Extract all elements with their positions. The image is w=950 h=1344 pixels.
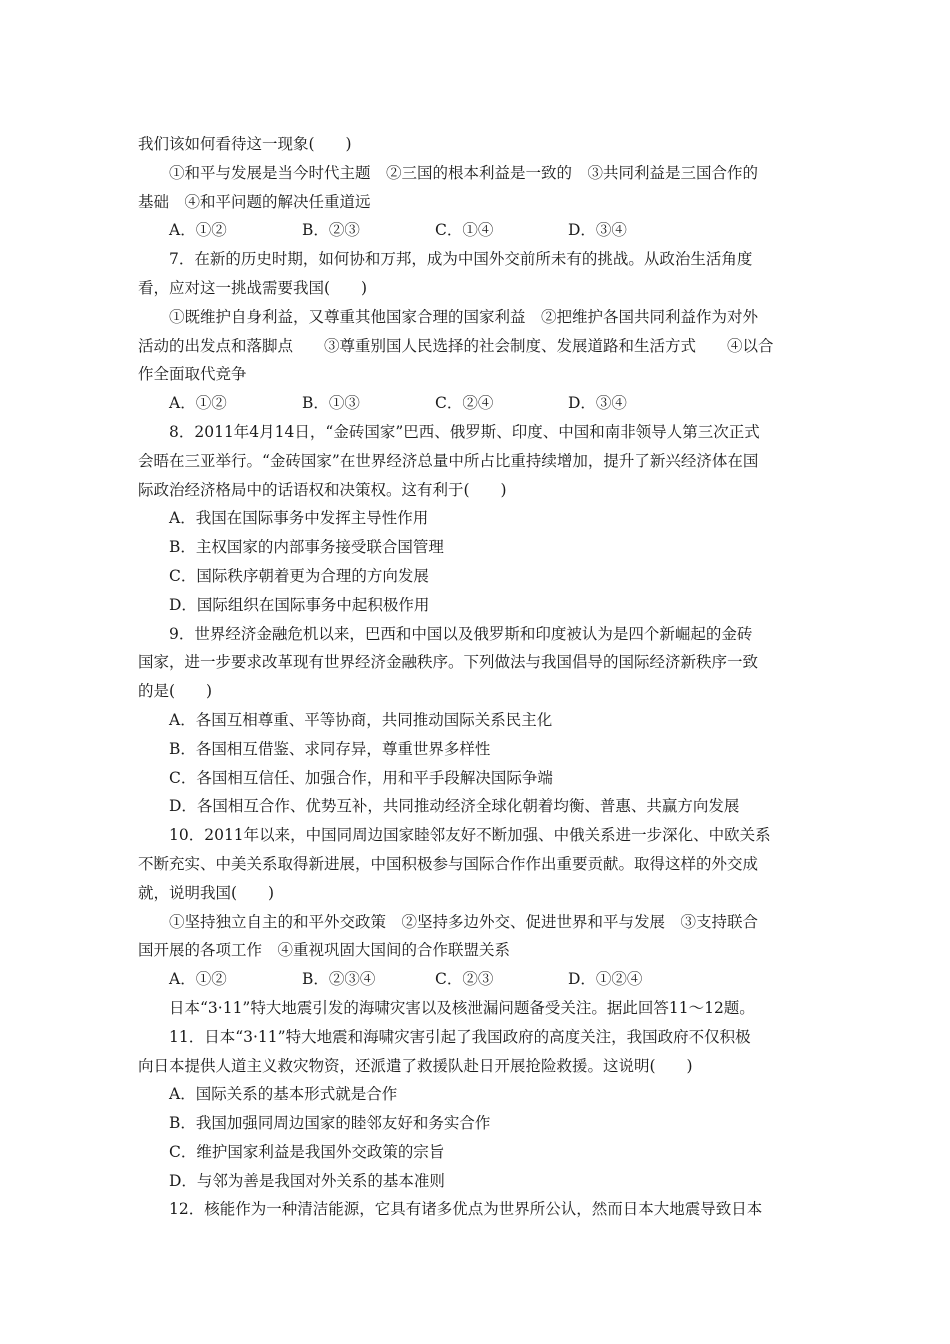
- text-line: 的是( ): [138, 682, 213, 701]
- text-line: B．主权国家的内部事务接受联合国管理: [169, 538, 444, 557]
- text-line: A．各国互相尊重、平等协商，共同推动国际关系民主化: [169, 710, 553, 729]
- answer-options: [138, 389, 818, 418]
- answer-option: C．②③: [435, 970, 494, 989]
- text-line: 日本“3·11”特大地震引发的海啸灾害以及核泄漏问题备受关注。据此回答11～12题。: [169, 998, 755, 1017]
- document-page: [138, 130, 818, 1224]
- text-line: 8．2011年4月14日，“金砖国家”巴西、俄罗斯、印度、中国和南非领导人第三次正式: [169, 422, 760, 441]
- text-line: 不断充实、中美关系取得新进展，中国积极参与国际合作作出重要贡献。取得这样的外交成: [138, 854, 759, 873]
- text-line: 12．核能作为一种清洁能源，它具有诸多优点为世界所公认，然而日本大地震导致日本: [169, 1200, 763, 1219]
- text-line: B．各国相互借鉴、求同存异，尊重世界多样性: [169, 739, 491, 758]
- text-line: ①和平与发展是当今时代主题 ②三国的根本利益是一致的 ③共同利益是三国合作的: [169, 163, 759, 182]
- answer-option: D．①②④: [568, 970, 643, 989]
- text-line: 会晤在三亚举行。“金砖国家”在世界经济总量中所占比重持续增加，提升了新兴经济体在国: [138, 451, 759, 470]
- text-line: C．国际秩序朝着更为合理的方向发展: [169, 566, 429, 585]
- text-line: ①既维护自身利益，又尊重其他国家合理的国家利益 ②把维护各国共同利益作为对外: [169, 307, 759, 326]
- answer-option: B．①③: [302, 394, 360, 413]
- text-line: 活动的出发点和落脚点 ③尊重别国人民选择的社会制度、发展道路和生活方式 ④以合: [138, 336, 774, 355]
- text-line: 我们该如何看待这一现象( ): [138, 135, 352, 153]
- text-line: 作全面取代竞争: [138, 365, 247, 384]
- answer-option: C．②④: [435, 394, 494, 413]
- text-line: 际政治经济格局中的话语权和决策权。这有利于( ): [138, 480, 507, 499]
- text-line: A．我国在国际事务中发挥主导性作用: [169, 509, 429, 528]
- text-line: 7．在新的历史时期，如何协和万邦，成为中国外交前所未有的挑战。从政治生活角度: [169, 250, 753, 269]
- text-line: 11．日本“3·11”特大地震和海啸灾害引起了我国政府的高度关注，我国政府不仅积极: [169, 1027, 751, 1046]
- answer-option: A．①②: [169, 221, 227, 240]
- answer-options: [138, 965, 818, 994]
- answer-option: B．②③: [302, 221, 360, 240]
- answer-option: B．②③④: [302, 970, 376, 989]
- text-line: 国开展的各项工作 ④重视巩固大国间的合作联盟关系: [138, 941, 511, 960]
- text-line: D．与邻为善是我国对外关系的基本准则: [169, 1171, 445, 1190]
- answer-option: D．③④: [568, 394, 627, 413]
- text-line: 10．2011年以来，中国同周边国家睦邻友好不断加强、中俄关系进一步深化、中欧关系: [169, 826, 771, 845]
- answer-options: [138, 216, 818, 245]
- text-line: D．国际组织在国际事务中起积极作用: [169, 595, 430, 614]
- text-line: B．我国加强同周边国家的睦邻友好和务实合作: [169, 1114, 491, 1133]
- text-line: 基础 ④和平问题的解决任重道远: [138, 192, 371, 211]
- text-line: 向日本提供人道主义救灾物资，还派遣了救援队赴日开展抢险救援。这说明( ): [138, 1056, 693, 1075]
- text-line: 看，应对这一挑战需要我国( ): [138, 278, 368, 297]
- text-line: ①坚持独立自主的和平外交政策 ②坚持多边外交、促进世界和平与发展 ③支持联合: [169, 912, 759, 931]
- answer-option: A．①②: [169, 970, 227, 989]
- answer-option: C．①④: [435, 221, 494, 240]
- answer-option: A．①②: [169, 394, 227, 413]
- text-line: 国家，进一步要求改革现有世界经济金融秩序。下列做法与我国倡导的国际经济新秩序一致: [138, 653, 759, 672]
- text-line: A．国际关系的基本形式就是合作: [169, 1085, 398, 1104]
- text-line: C．维护国家利益是我国外交政策的宗旨: [169, 1142, 445, 1161]
- text-line: 就，说明我国( ): [138, 883, 275, 902]
- text-line: 9．世界经济金融危机以来，巴西和中国以及俄罗斯和印度被认为是四个新崛起的金砖: [169, 624, 753, 643]
- answer-option: D．③④: [568, 221, 627, 240]
- text-line: C．各国相互信任、加强合作，用和平手段解决国际争端: [169, 768, 553, 787]
- text-line: D．各国相互合作、优势互补，共同推动经济全球化朝着均衡、普惠、共赢方向发展: [169, 797, 740, 816]
